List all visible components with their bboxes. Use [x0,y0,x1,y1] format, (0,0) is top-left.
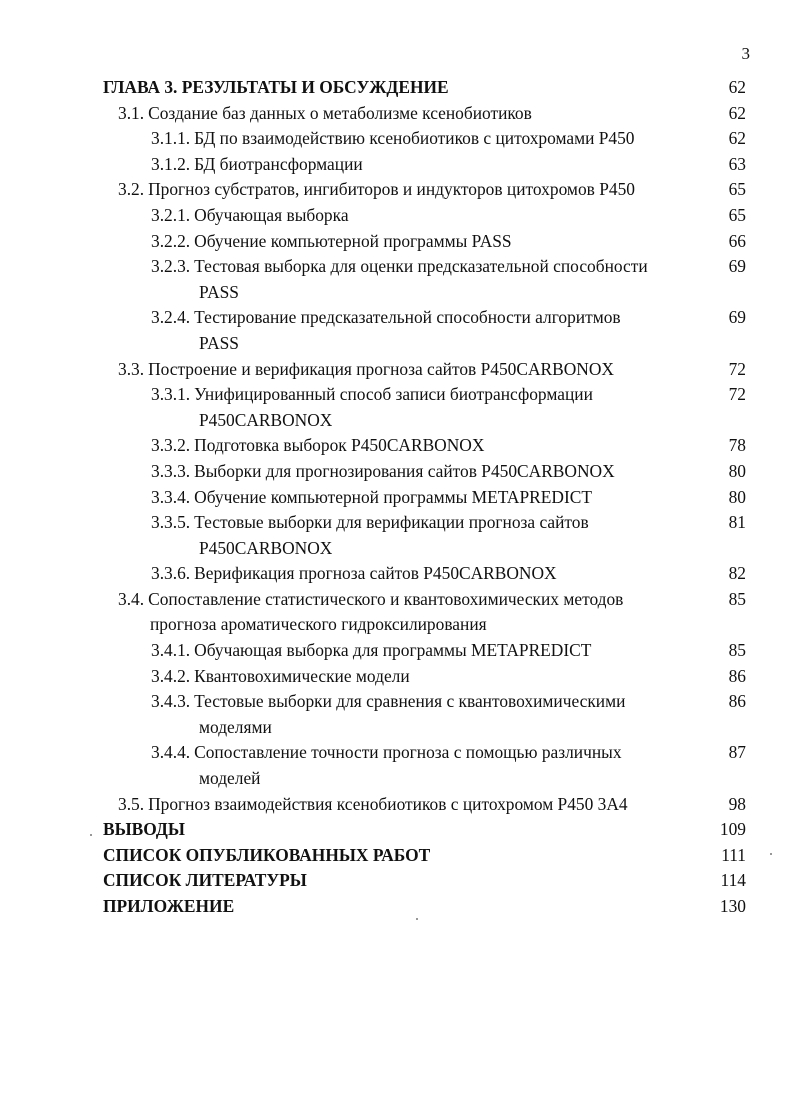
toc-subsection-3-3-3 [0,459,797,485]
toc-entry-title: ГЛАВА 3. РЕЗУЛЬТАТЫ И ОБСУЖДЕНИЕ [103,77,449,97]
toc-entry-title: Обучение компьютерной программы PASS [194,230,512,251]
toc-entry-title: Построение и верификация прогноза сайтов P450CARBONOX [148,358,614,379]
toc-subsection-3-3-1 [0,382,797,433]
toc-entry-page: 72 [728,384,746,405]
toc-entry-number: 3.2.1. [151,204,191,225]
toc-entry-page: 80 [728,460,746,481]
toc-entry-page: 80 [728,486,746,507]
toc-entry-title: Сопоставление точности прогноза с помощью различных [194,742,622,763]
toc-entry-number: 3.3.4. [151,486,191,507]
toc-entry-title-continued: моделями [199,716,272,737]
toc-entry-page: 98 [728,793,746,814]
toc-entry-title: Прогноз взаимодействия ксенобиотиков с цитохромом P450 3A4 [148,793,628,814]
toc-entry-title-continued: PASS [199,332,239,353]
toc-entry-page: 114 [720,870,746,891]
toc-entry-page: 66 [728,230,746,251]
toc-subsection-3-4-1 [0,638,797,664]
toc-entry-page: 85 [728,588,746,609]
toc-entry-page: 62 [728,102,746,123]
toc-entry-number: 3.3. [118,358,145,379]
toc-entry-page: 69 [728,307,746,328]
scan-speck [90,834,92,836]
toc-chapter-3 [0,75,797,101]
toc-references [0,868,797,894]
scan-speck [416,918,418,920]
toc-entry-title: Создание баз данных о метаболизме ксенобиотиков [148,102,532,123]
toc-appendix [0,894,797,920]
toc-subsection-3-1-2 [0,152,797,178]
toc-entry-number: 3.1.2. [151,153,191,174]
toc-entry-page: 85 [728,640,746,661]
toc-subsection-3-3-4 [0,485,797,511]
toc-subsection-3-4-2 [0,664,797,690]
toc-entry-number: 3.5. [118,793,145,814]
page-number: 3 [741,44,750,63]
toc-entry-page: 81 [728,512,746,533]
toc-entry-title: Сопоставление статистического и квантовохимических методов [148,588,624,609]
toc-entry-title: Подготовка выборок P450CARBONOX [194,435,485,456]
toc-entry-page: 82 [728,563,746,584]
toc-entry-page: 63 [728,153,746,174]
toc-entry-title: Тестирование предсказательной способности алгоритмов [194,307,621,328]
toc-entry-title: СПИСОК ОПУБЛИКОВАННЫХ РАБОТ [103,844,431,865]
toc-entry-title: БД биотрансформации [194,153,363,174]
toc-entry-title: ПРИЛОЖЕНИЕ [103,896,235,916]
toc-entry-title: Прогноз субстратов, ингибиторов и индукторов цитохромов P450 [148,179,635,200]
toc-section-3-1 [0,101,797,127]
toc-section-3-3 [0,357,797,383]
toc-entry-title: Обучающая выборка для программы METAPREDICT [194,640,592,661]
toc-publications [0,843,797,869]
toc-entry-page: 62 [728,128,746,149]
toc-entry-number: 3.3.6. [151,563,191,584]
toc-subsection-3-1-1 [0,126,797,152]
toc-entry-page: 130 [719,896,746,916]
toc-entry-page: 86 [728,665,746,686]
toc-entry-number: 3.1.1. [151,128,191,149]
toc-subsection-3-4-4 [0,740,797,791]
toc-entry-title: Тестовые выборки для верификации прогноза сайтов [194,512,589,533]
toc-entry-title: Квантовохимические модели [194,665,410,686]
toc-entry-page: 62 [728,77,746,97]
toc-entry-number: 3.3.1. [151,384,191,405]
toc-entry-page: 78 [728,435,746,456]
toc-entry-page: 65 [728,204,746,225]
toc-entry-title: БД по взаимодействию ксенобиотиков с цитохромами P450 [194,128,635,149]
toc-entry-page: 111 [721,844,746,865]
toc-entry-title: ВЫВОДЫ [103,819,185,840]
toc-conclusions [0,817,797,843]
toc-entry-number: 3.4.1. [151,640,191,661]
toc-entry-number: 3.2.3. [151,256,191,277]
toc-entry-page: 72 [728,358,746,379]
toc-section-3-5 [0,792,797,818]
toc-section-3-2 [0,177,797,203]
toc-entry-title: Тестовые выборки для сравнения с квантовохимическими [194,691,626,712]
toc-entry-number: 3.2.2. [151,230,191,251]
toc-entry-title: Унифицированный способ записи биотрансформации [194,384,593,405]
toc-entry-page: 86 [728,691,746,712]
scan-speck [770,853,772,855]
toc-entry-title: Выборки для прогнозирования сайтов P450CARBONOX [194,460,615,481]
toc-entry-number: 3.3.2. [151,435,191,456]
toc-entry-number: 3.4.4. [151,742,191,763]
toc-entry-number: 3.4.3. [151,691,191,712]
toc-entry-number: 3.3.5. [151,512,191,533]
toc-entry-page: 65 [728,179,746,200]
toc-entry-title-continued: прогноза ароматического гидроксилирования [150,614,487,635]
toc-entry-number: 3.1. [118,102,145,123]
toc-entry-title: Тестовая выборка для оценки предсказательной способности [194,256,648,277]
toc-entry-number: 3.4.2. [151,665,191,686]
toc-subsection-3-3-2 [0,433,797,459]
toc-entry-title-continued: P450CARBONOX [199,409,333,430]
toc-entry-title-continued: P450CARBONOX [199,537,333,558]
toc-entry-title-continued: моделей [199,768,261,789]
toc-entry-title: Обучение компьютерной программы METAPREDICT [194,486,592,507]
toc-subsection-3-3-6 [0,561,797,587]
toc-entry-title: Обучающая выборка [194,204,349,225]
toc-subsection-3-3-5 [0,510,797,561]
toc-entry-title: СПИСОК ЛИТЕРАТУРЫ [103,870,307,891]
toc-section-3-4 [0,587,797,638]
toc-entry-page: 109 [719,819,746,840]
toc-subsection-3-2-3 [0,254,797,305]
toc-entry-number: 3.2.4. [151,307,191,328]
toc-entry-title: Верификация прогноза сайтов P450CARBONOX [194,563,557,584]
toc-entry-number: 3.2. [118,179,145,200]
toc-subsection-3-2-4 [0,305,797,356]
table-of-contents [0,75,797,920]
toc-entry-title-continued: PASS [199,281,239,302]
toc-entry-page: 87 [728,742,746,763]
toc-entry-number: 3.3.3. [151,460,191,481]
toc-entry-page: 69 [728,256,746,277]
toc-subsection-3-2-2 [0,229,797,255]
toc-subsection-3-2-1 [0,203,797,229]
toc-subsection-3-4-3 [0,689,797,740]
toc-entry-number: 3.4. [118,588,145,609]
